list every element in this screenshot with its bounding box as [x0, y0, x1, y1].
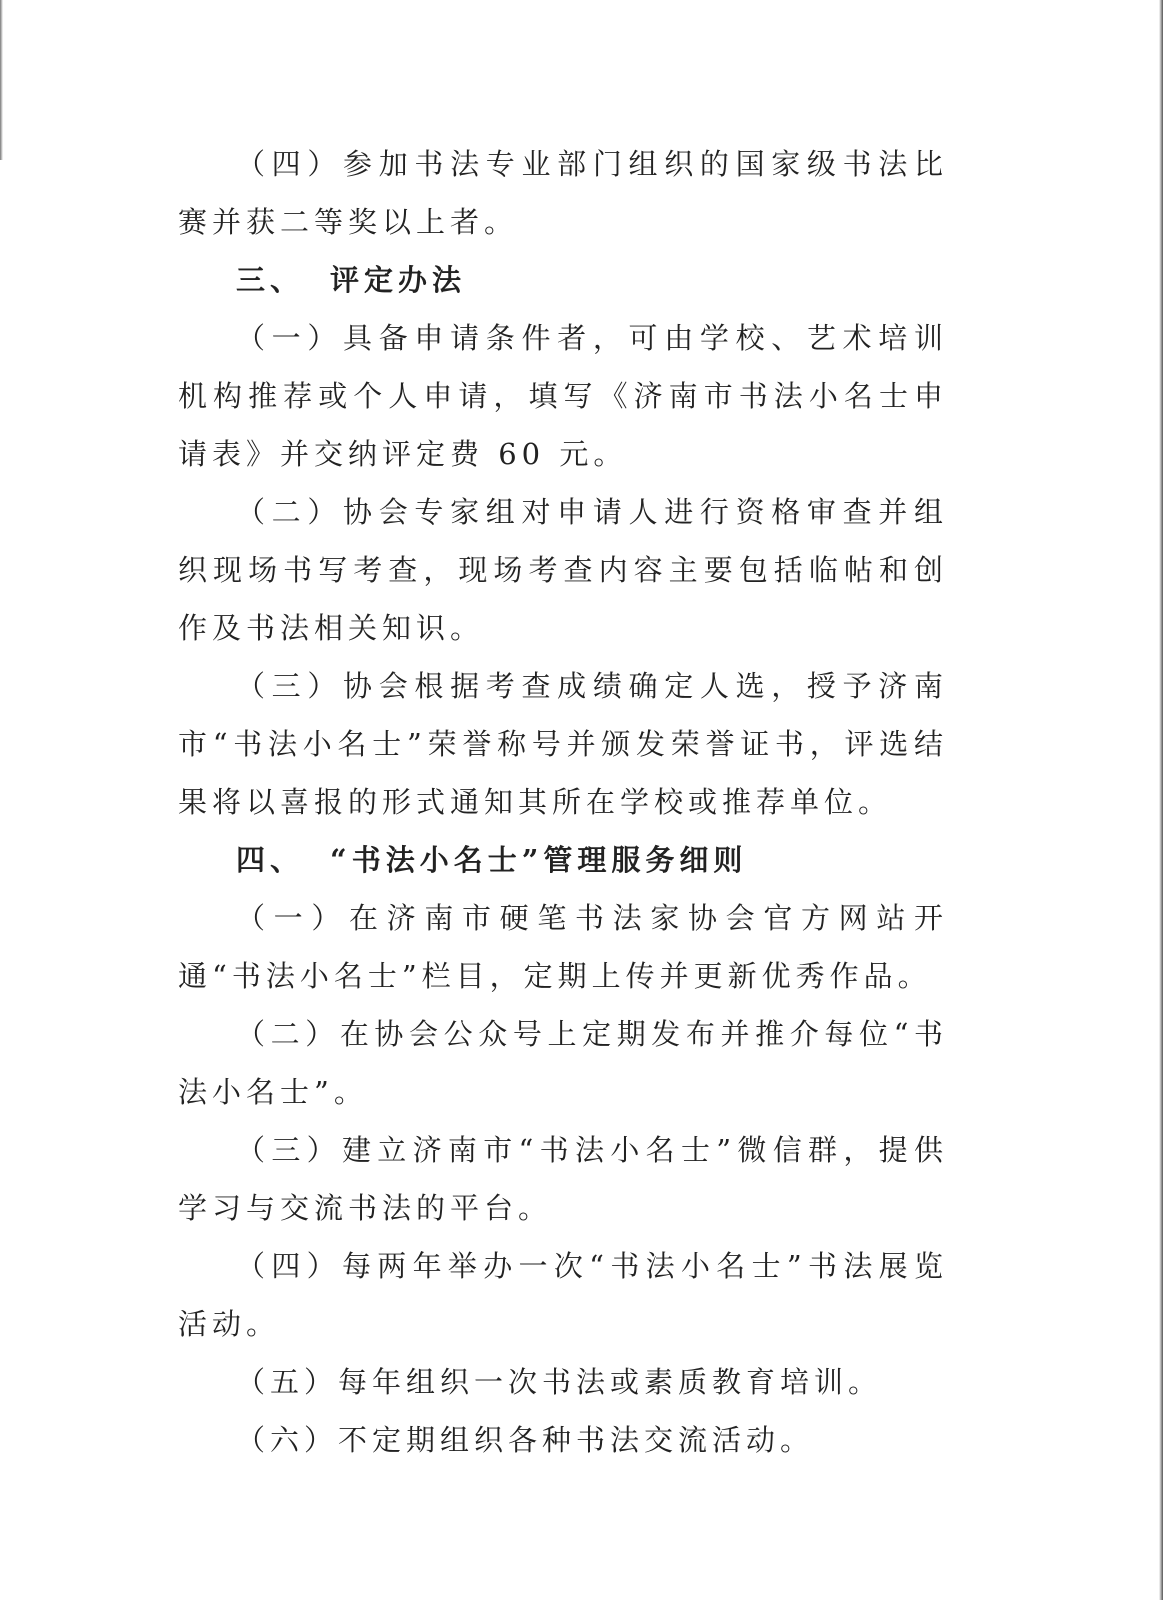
paragraph-management-2: （二）在协会公众号上定期发布并推介每位“书法小名士”。	[178, 1017, 948, 1109]
section-number: 四、	[236, 843, 305, 877]
section-heading-evaluation	[178, 251, 948, 309]
paragraph-evaluation-1: （一）具备申请条件者，可由学校、艺术培训机构推荐或个人申请，填写《济南市书法小名士申请表》并交纳评定费 60 元。	[178, 321, 948, 471]
paragraph-evaluation-3: （三）协会根据考查成绩确定人选，授予济南市“书法小名士”荣誉称号并颁发荣誉证书，评选结果将以喜报的形式通知其所在学校或推荐单位。	[178, 669, 948, 819]
paragraph-management-1: （一）在济南市硬笔书法家协会官方网站开通“书法小名士”栏目，定期上传并更新优秀作品。	[178, 901, 948, 993]
section-title: “书法小名士”管理服务细则	[330, 843, 748, 877]
paragraph-management-5: （五）每年组织一次书法或素质教育培训。	[236, 1365, 883, 1399]
paragraph-award-condition-4: （四）参加书法专业部门组织的国家级书法比赛并获二等奖以上者。	[178, 147, 948, 239]
paragraph-management-4: （四）每两年举办一次“书法小名士”书法展览活动。	[178, 1249, 948, 1341]
paragraph-management-3: （三）建立济南市“书法小名士”微信群，提供学习与交流书法的平台。	[178, 1133, 948, 1225]
scan-edge	[1159, 0, 1163, 1600]
paragraph-management-6: （六）不定期组织各种书法交流活动。	[236, 1423, 815, 1457]
section-number: 三、	[236, 263, 305, 297]
section-heading-management	[178, 831, 948, 889]
paragraph-evaluation-2: （二）协会专家组对申请人进行资格审查并组织现场书写考查，现场考查内容主要包括临帖和创作及书法相关知识。	[178, 495, 948, 645]
scan-edge	[0, 0, 3, 160]
section-title: 评定办法	[330, 263, 467, 297]
document-body	[178, 135, 948, 1469]
